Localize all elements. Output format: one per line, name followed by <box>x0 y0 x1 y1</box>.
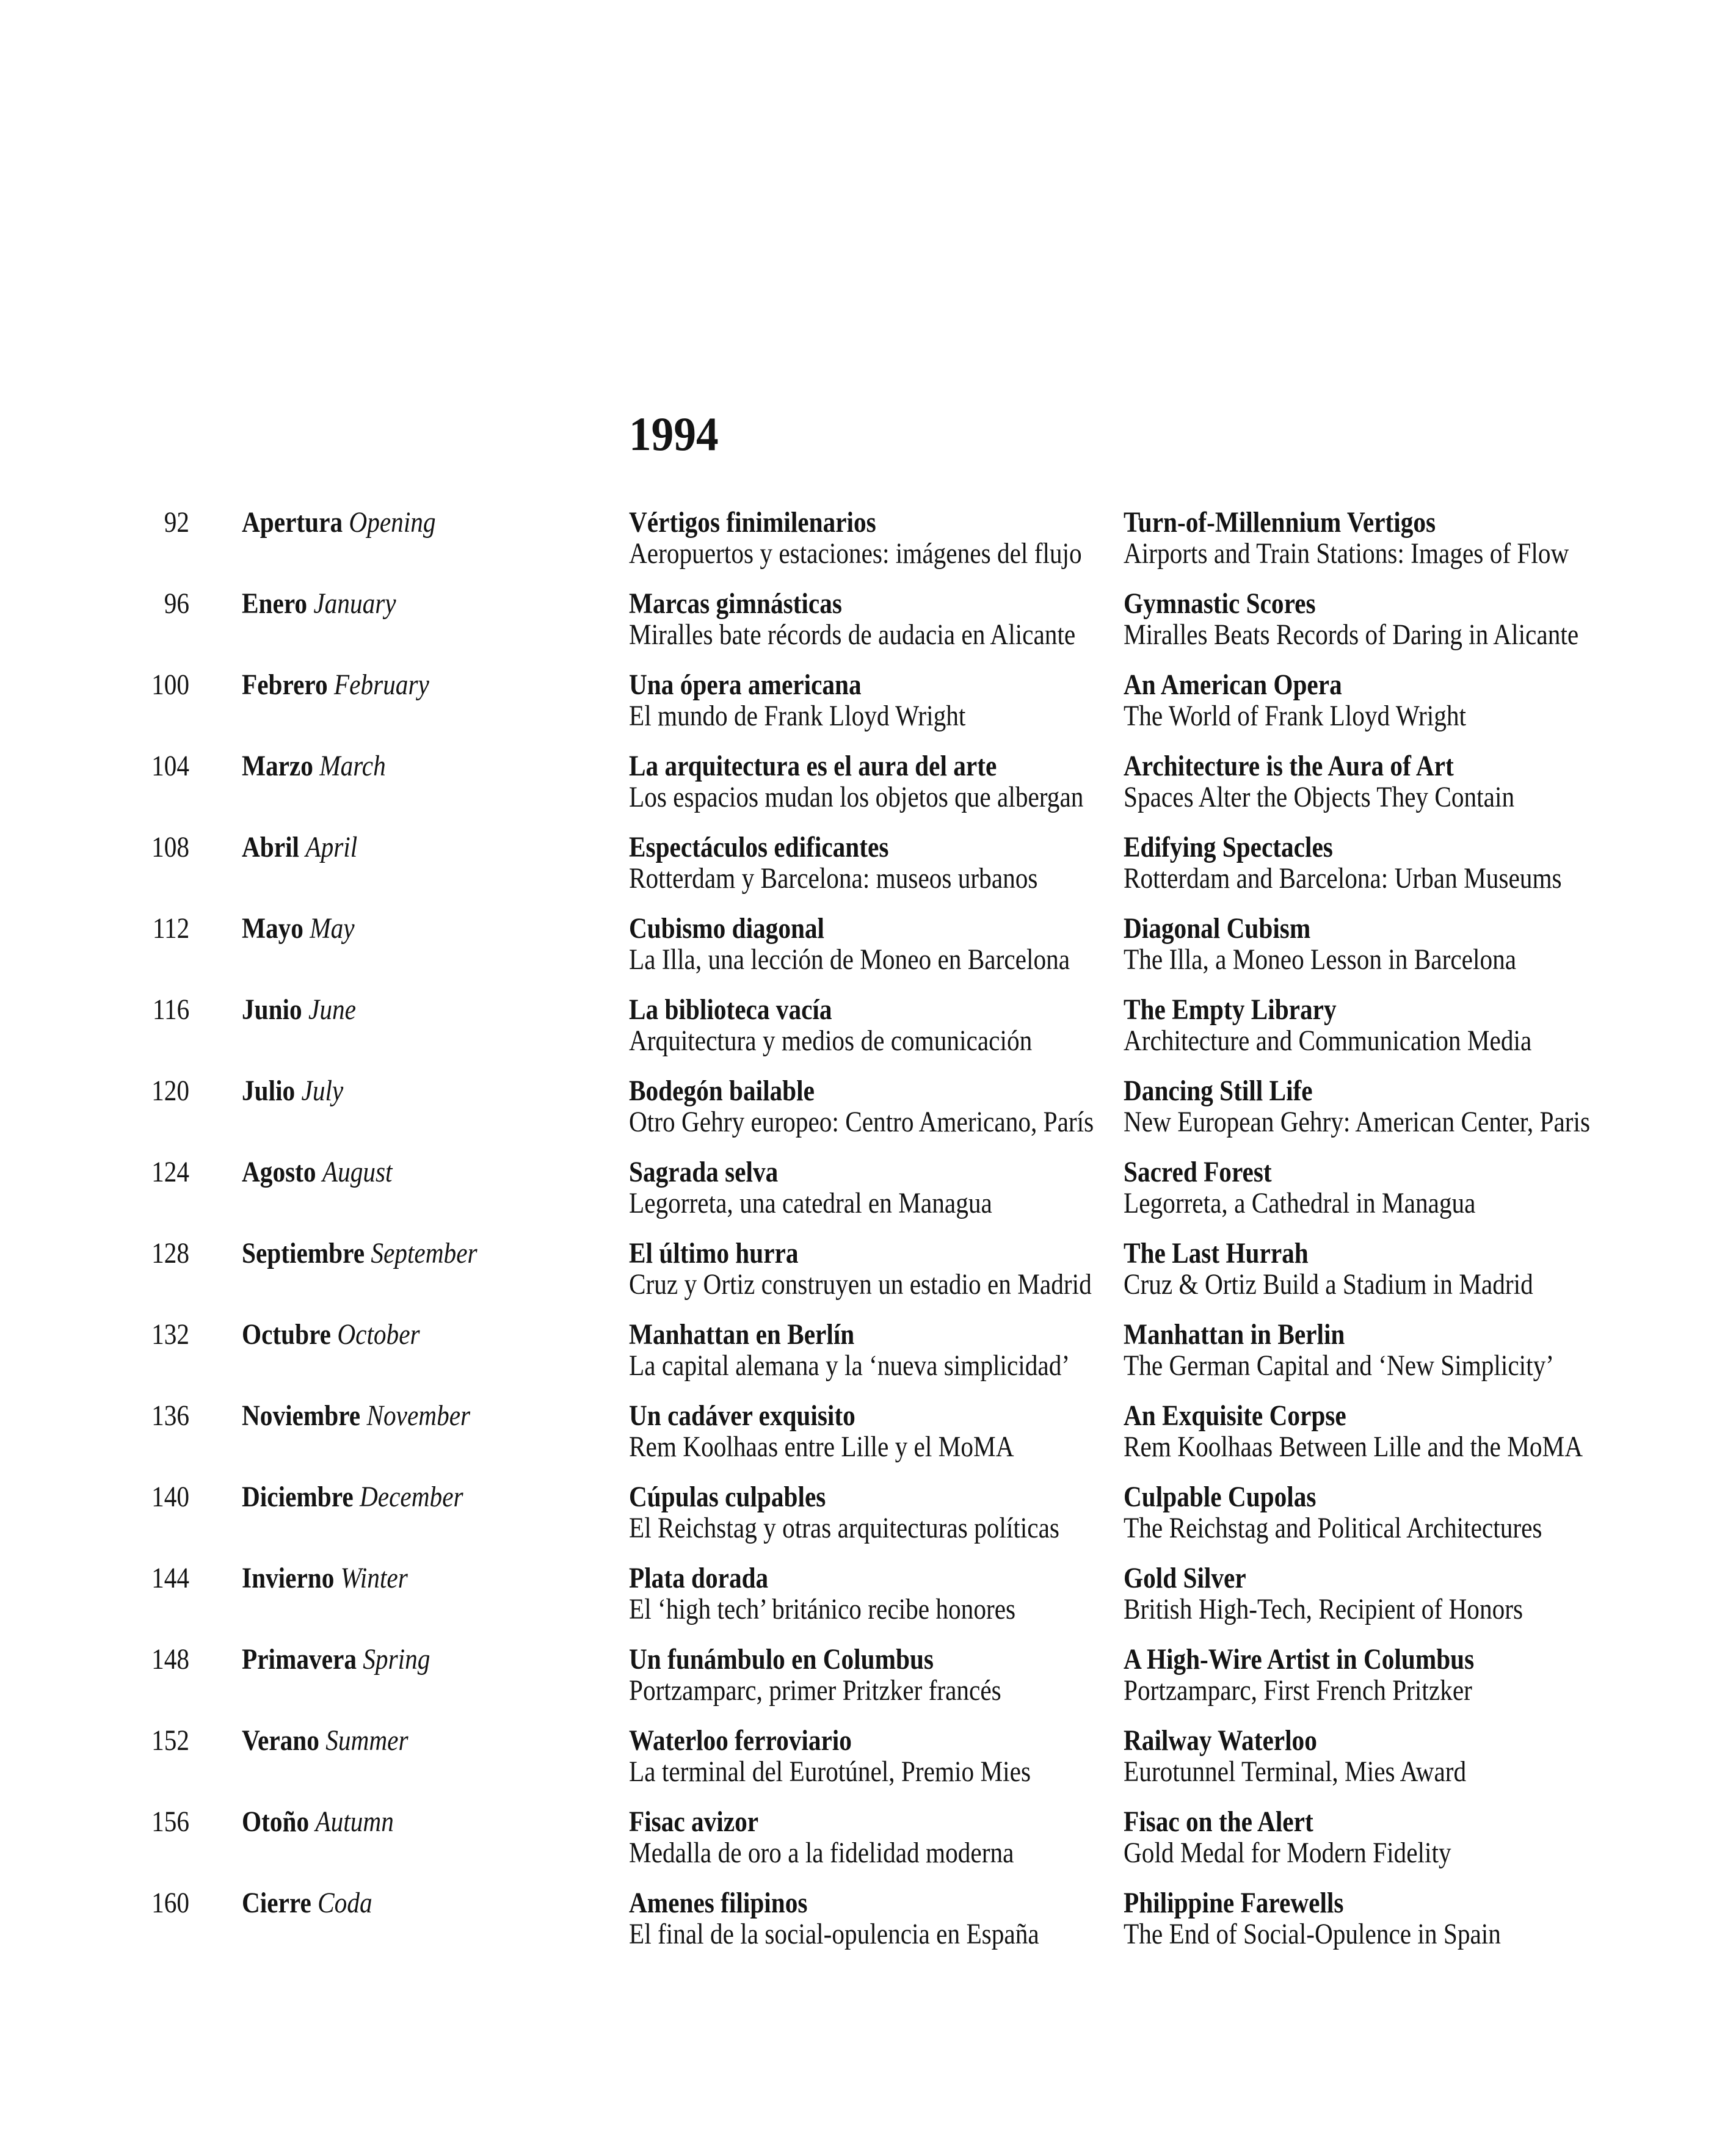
english-title-cell <box>1124 588 1736 650</box>
month-separator <box>354 1481 360 1513</box>
spanish-title-cell <box>629 1400 1124 1462</box>
month-separator <box>343 506 349 539</box>
toc-row <box>0 750 1736 832</box>
spanish-title-cell <box>629 1075 1124 1138</box>
month-english: December <box>359 1481 463 1513</box>
month-spanish: Enero <box>242 587 308 620</box>
month-english: September <box>371 1237 478 1269</box>
toc-row <box>0 507 1736 588</box>
english-title-cell <box>1124 1400 1736 1462</box>
month-english: March <box>319 750 386 782</box>
month-separator <box>309 1806 315 1838</box>
month-spanish: Febrero <box>242 669 328 701</box>
english-title-cell <box>1124 1075 1736 1138</box>
page-number <box>0 750 189 782</box>
month-spanish: Abril <box>242 831 300 863</box>
month-english: August <box>322 1156 393 1188</box>
title-spanish: Amenes filipinos <box>629 1887 808 1919</box>
month-separator <box>316 1156 322 1188</box>
title-english: Culpable Cupolas <box>1124 1481 1317 1513</box>
toc-row <box>0 1806 1736 1887</box>
title-spanish: Una ópera americana <box>629 669 862 701</box>
month-english: Winter <box>340 1562 408 1594</box>
month-separator <box>311 1887 318 1919</box>
page-number <box>0 1238 189 1269</box>
page-number-text: 108 <box>151 831 189 863</box>
subtitle-spanish: Portzamparc, primer Pritzker francés <box>629 1674 1001 1707</box>
title-spanish: Vértigos finimilenarios <box>629 506 876 539</box>
page-number-text: 132 <box>151 1318 189 1351</box>
month-english: April <box>305 831 358 863</box>
spanish-title-cell <box>629 1644 1124 1706</box>
spanish-title-cell <box>629 832 1124 894</box>
month-spanish: Invierno <box>242 1562 335 1594</box>
month-english: Coda <box>318 1887 372 1919</box>
english-title-cell <box>1124 913 1736 975</box>
toc-row <box>0 1644 1736 1725</box>
spanish-title-cell <box>629 669 1124 732</box>
subtitle-english: The Illa, a Moneo Lesson in Barcelona <box>1124 943 1517 976</box>
subtitle-english: The End of Social-Opulence in Spain <box>1124 1918 1501 1950</box>
month-spanish: Primavera <box>242 1643 357 1675</box>
subtitle-english: Rem Koolhaas Between Lille and the MoMA <box>1124 1431 1583 1463</box>
month-spanish: Octubre <box>242 1318 331 1351</box>
page-number-text: 144 <box>151 1562 189 1594</box>
month-cell <box>189 994 629 1025</box>
page-number <box>0 588 189 619</box>
title-english: A High-Wire Artist in Columbus <box>1124 1643 1475 1675</box>
toc-row <box>0 1156 1736 1238</box>
english-title-cell <box>1124 1238 1736 1300</box>
subtitle-spanish: Otro Gehry europeo: Centro Americano, París <box>629 1106 1094 1138</box>
month-cell <box>189 1806 629 1837</box>
subtitle-spanish: El mundo de Frank Lloyd Wright <box>629 700 966 732</box>
page-number-text: 100 <box>151 669 189 701</box>
month-spanish: Noviembre <box>242 1400 361 1432</box>
page-number-text: 140 <box>151 1481 189 1513</box>
subtitle-spanish: Rotterdam y Barcelona: museos urbanos <box>629 862 1038 895</box>
month-separator <box>302 993 308 1026</box>
title-spanish: Cúpulas culpables <box>629 1481 826 1513</box>
subtitle-english: British High-Tech, Recipient of Honors <box>1124 1593 1524 1625</box>
month-separator <box>313 750 319 782</box>
english-title-cell <box>1124 1644 1736 1706</box>
month-separator <box>319 1724 325 1757</box>
month-separator <box>307 587 313 620</box>
year-title-text: 1994 <box>629 407 719 460</box>
subtitle-english: Airports and Train Stations: Images of Flow <box>1124 537 1569 570</box>
month-spanish: Otoño <box>242 1806 310 1838</box>
month-spanish: Verano <box>242 1724 319 1757</box>
title-spanish: Un cadáver exquisito <box>629 1400 855 1432</box>
month-spanish: Septiembre <box>242 1237 365 1269</box>
toc-row <box>0 669 1736 750</box>
subtitle-spanish: La terminal del Eurotúnel, Premio Mies <box>629 1755 1031 1788</box>
subtitle-english: Portzamparc, First French Pritzker <box>1124 1674 1472 1707</box>
page-number-text: 156 <box>151 1806 189 1838</box>
month-separator <box>334 1562 340 1594</box>
toc-row <box>0 994 1736 1075</box>
month-cell <box>189 1075 629 1106</box>
page-number <box>0 1806 189 1837</box>
month-cell <box>189 750 629 782</box>
month-english: Opening <box>349 506 436 539</box>
toc-row <box>0 1238 1736 1319</box>
toc-row <box>0 1481 1736 1563</box>
month-english: January <box>313 587 396 620</box>
month-spanish: Cierre <box>242 1887 311 1919</box>
english-title-cell <box>1124 1806 1736 1868</box>
spanish-title-cell <box>629 1563 1124 1625</box>
page-number <box>0 1156 189 1188</box>
spanish-title-cell <box>629 1319 1124 1381</box>
title-english: Dancing Still Life <box>1124 1075 1313 1107</box>
subtitle-english: Eurotunnel Terminal, Mies Award <box>1124 1755 1467 1788</box>
month-separator <box>328 669 334 701</box>
spanish-title-cell <box>629 913 1124 975</box>
month-cell <box>189 1238 629 1269</box>
subtitle-spanish: La capital alemana y la ‘nueva simplicidad’ <box>629 1349 1070 1382</box>
subtitle-english: The Reichstag and Political Architectures <box>1124 1512 1542 1544</box>
spanish-title-cell <box>629 1481 1124 1544</box>
title-english: Diagonal Cubism <box>1124 912 1311 945</box>
title-english: Architecture is the Aura of Art <box>1124 750 1454 782</box>
page-number <box>0 669 189 700</box>
subtitle-english: Cruz & Ortiz Build a Stadium in Madrid <box>1124 1268 1533 1301</box>
spanish-title-cell <box>629 1238 1124 1300</box>
month-spanish: Mayo <box>242 912 303 945</box>
subtitle-spanish: El ‘high tech’ británico recibe honores <box>629 1593 1016 1625</box>
subtitle-spanish: La Illa, una lección de Moneo en Barcelona <box>629 943 1070 976</box>
month-english: Summer <box>325 1724 409 1757</box>
title-spanish: La biblioteca vacía <box>629 993 832 1026</box>
month-separator <box>299 831 305 863</box>
subtitle-english: Architecture and Communication Media <box>1124 1025 1532 1057</box>
title-english: Gold Silver <box>1124 1562 1246 1594</box>
spanish-title-cell <box>629 994 1124 1056</box>
toc-row <box>0 1725 1736 1806</box>
toc-list <box>0 507 1736 1969</box>
title-english: Philippine Farewells <box>1124 1887 1344 1919</box>
month-cell <box>189 1725 629 1756</box>
month-separator <box>303 912 310 945</box>
month-cell <box>189 1319 629 1350</box>
month-spanish: Marzo <box>242 750 313 782</box>
page-number-text: 160 <box>151 1887 189 1919</box>
subtitle-spanish: Arquitectura y medios de comunicación <box>629 1025 1033 1057</box>
page-number <box>0 1725 189 1756</box>
subtitle-english: The World of Frank Lloyd Wright <box>1124 700 1467 732</box>
month-english: February <box>333 669 429 701</box>
toc-row <box>0 1075 1736 1156</box>
english-title-cell <box>1124 750 1736 813</box>
toc-row <box>0 1887 1736 1969</box>
spanish-title-cell <box>629 1887 1124 1950</box>
spanish-title-cell <box>629 507 1124 569</box>
spanish-title-cell <box>629 1725 1124 1787</box>
month-english: Spring <box>363 1643 430 1675</box>
title-spanish: Plata dorada <box>629 1562 769 1594</box>
month-spanish: Julio <box>242 1075 296 1107</box>
month-cell <box>189 1563 629 1594</box>
title-english: An American Opera <box>1124 669 1342 701</box>
subtitle-english: Spaces Alter the Objects They Contain <box>1124 781 1515 813</box>
title-english: Railway Waterloo <box>1124 1724 1317 1757</box>
toc-row <box>0 588 1736 669</box>
page-number <box>0 1319 189 1350</box>
month-cell <box>189 507 629 538</box>
english-title-cell <box>1124 1563 1736 1625</box>
month-cell <box>189 1481 629 1512</box>
month-spanish: Apertura <box>242 506 343 539</box>
subtitle-spanish: Legorreta, una catedral en Managua <box>629 1187 992 1219</box>
month-spanish: Agosto <box>242 1156 316 1188</box>
page-number-text: 116 <box>152 993 189 1026</box>
toc-row <box>0 913 1736 994</box>
page-number-text: 152 <box>151 1724 189 1757</box>
english-title-cell <box>1124 832 1736 894</box>
page-number-text: 124 <box>151 1156 189 1188</box>
page-number <box>0 832 189 863</box>
title-english: The Empty Library <box>1124 993 1337 1026</box>
title-spanish: Sagrada selva <box>629 1156 779 1188</box>
english-title-cell <box>1124 1725 1736 1787</box>
month-cell <box>189 1400 629 1431</box>
subtitle-english: Legorreta, a Cathedral in Managua <box>1124 1187 1476 1219</box>
title-english: Manhattan in Berlin <box>1124 1318 1345 1351</box>
subtitle-spanish: Miralles bate récords de audacia en Alicante <box>629 619 1076 651</box>
month-separator <box>331 1318 337 1351</box>
toc-row <box>0 1563 1736 1644</box>
title-spanish: Fisac avizor <box>629 1806 759 1838</box>
page-number-text: 92 <box>164 506 189 539</box>
subtitle-english: Miralles Beats Records of Daring in Alicante <box>1124 619 1579 651</box>
toc-row <box>0 832 1736 913</box>
month-cell <box>189 1156 629 1188</box>
title-spanish: Bodegón bailable <box>629 1075 815 1107</box>
title-english: Sacred Forest <box>1124 1156 1272 1188</box>
month-english: November <box>366 1400 471 1432</box>
year-title <box>629 407 724 460</box>
toc-row <box>0 1319 1736 1400</box>
subtitle-english: Gold Medal for Modern Fidelity <box>1124 1837 1451 1869</box>
page-number-text: 128 <box>151 1237 189 1269</box>
spanish-title-cell <box>629 588 1124 650</box>
english-title-cell <box>1124 669 1736 732</box>
page-number <box>0 1075 189 1106</box>
month-english: Autumn <box>315 1806 394 1838</box>
english-title-cell <box>1124 1481 1736 1544</box>
english-title-cell <box>1124 507 1736 569</box>
spanish-title-cell <box>629 1806 1124 1868</box>
month-cell <box>189 832 629 863</box>
month-spanish: Junio <box>242 993 302 1026</box>
month-cell <box>189 588 629 619</box>
title-spanish: Waterloo ferroviario <box>629 1724 852 1757</box>
title-spanish: La arquitectura es el aura del arte <box>629 750 997 782</box>
toc-row <box>0 1400 1736 1481</box>
month-cell <box>189 1887 629 1919</box>
month-separator <box>357 1643 363 1675</box>
spanish-title-cell <box>629 1156 1124 1219</box>
subtitle-english: The German Capital and ‘New Simplicity’ <box>1124 1349 1555 1382</box>
month-separator <box>360 1400 366 1432</box>
subtitle-english: New European Gehry: American Center, Paris <box>1124 1106 1591 1138</box>
title-spanish: Marcas gimnásticas <box>629 587 842 620</box>
page-number <box>0 507 189 538</box>
page-number <box>0 1644 189 1675</box>
page-number-text: 104 <box>151 750 189 782</box>
subtitle-spanish: Rem Koolhaas entre Lille y el MoMA <box>629 1431 1014 1463</box>
subtitle-spanish: Aeropuertos y estaciones: imágenes del flujo <box>629 537 1082 570</box>
subtitle-spanish: Los espacios mudan los objetos que albergan <box>629 781 1084 813</box>
month-english: October <box>337 1318 420 1351</box>
page-number-text: 96 <box>164 587 189 620</box>
title-english: Turn-of-Millennium Vertigos <box>1124 506 1436 539</box>
month-english: July <box>301 1075 344 1107</box>
page-number <box>0 1481 189 1512</box>
english-title-cell <box>1124 1156 1736 1219</box>
title-english: An Exquisite Corpse <box>1124 1400 1346 1432</box>
month-separator <box>365 1237 371 1269</box>
page-number-text: 112 <box>152 912 189 945</box>
page-number <box>0 994 189 1025</box>
subtitle-spanish: El final de la social-opulencia en España <box>629 1918 1039 1950</box>
english-title-cell <box>1124 1319 1736 1381</box>
title-english: Gymnastic Scores <box>1124 587 1316 620</box>
title-spanish: El último hurra <box>629 1237 799 1269</box>
title-english: Fisac on the Alert <box>1124 1806 1313 1838</box>
month-english: June <box>308 993 356 1026</box>
month-english: May <box>310 912 355 945</box>
page-number <box>0 913 189 944</box>
subtitle-spanish: Cruz y Ortiz construyen un estadio en Madrid <box>629 1268 1092 1301</box>
subtitle-spanish: El Reichstag y otras arquitecturas políticas <box>629 1512 1059 1544</box>
subtitle-english: Rotterdam and Barcelona: Urban Museums <box>1124 862 1562 895</box>
english-title-cell <box>1124 1887 1736 1950</box>
title-spanish: Un funámbulo en Columbus <box>629 1643 934 1675</box>
month-cell <box>189 1644 629 1675</box>
spanish-title-cell <box>629 750 1124 813</box>
month-cell <box>189 669 629 700</box>
page-number <box>0 1887 189 1919</box>
title-english: The Last Hurrah <box>1124 1237 1309 1269</box>
page-number-text: 148 <box>151 1643 189 1675</box>
title-spanish: Manhattan en Berlín <box>629 1318 855 1351</box>
title-spanish: Espectáculos edificantes <box>629 831 889 863</box>
page-number <box>0 1563 189 1594</box>
page-number-text: 136 <box>151 1400 189 1432</box>
month-separator <box>295 1075 301 1107</box>
month-cell <box>189 913 629 944</box>
month-spanish: Diciembre <box>242 1481 354 1513</box>
english-title-cell <box>1124 994 1736 1056</box>
title-spanish: Cubismo diagonal <box>629 912 825 945</box>
title-english: Edifying Spectacles <box>1124 831 1333 863</box>
page-number-text: 120 <box>151 1075 189 1107</box>
page-number <box>0 1400 189 1431</box>
subtitle-spanish: Medalla de oro a la fidelidad moderna <box>629 1837 1014 1869</box>
